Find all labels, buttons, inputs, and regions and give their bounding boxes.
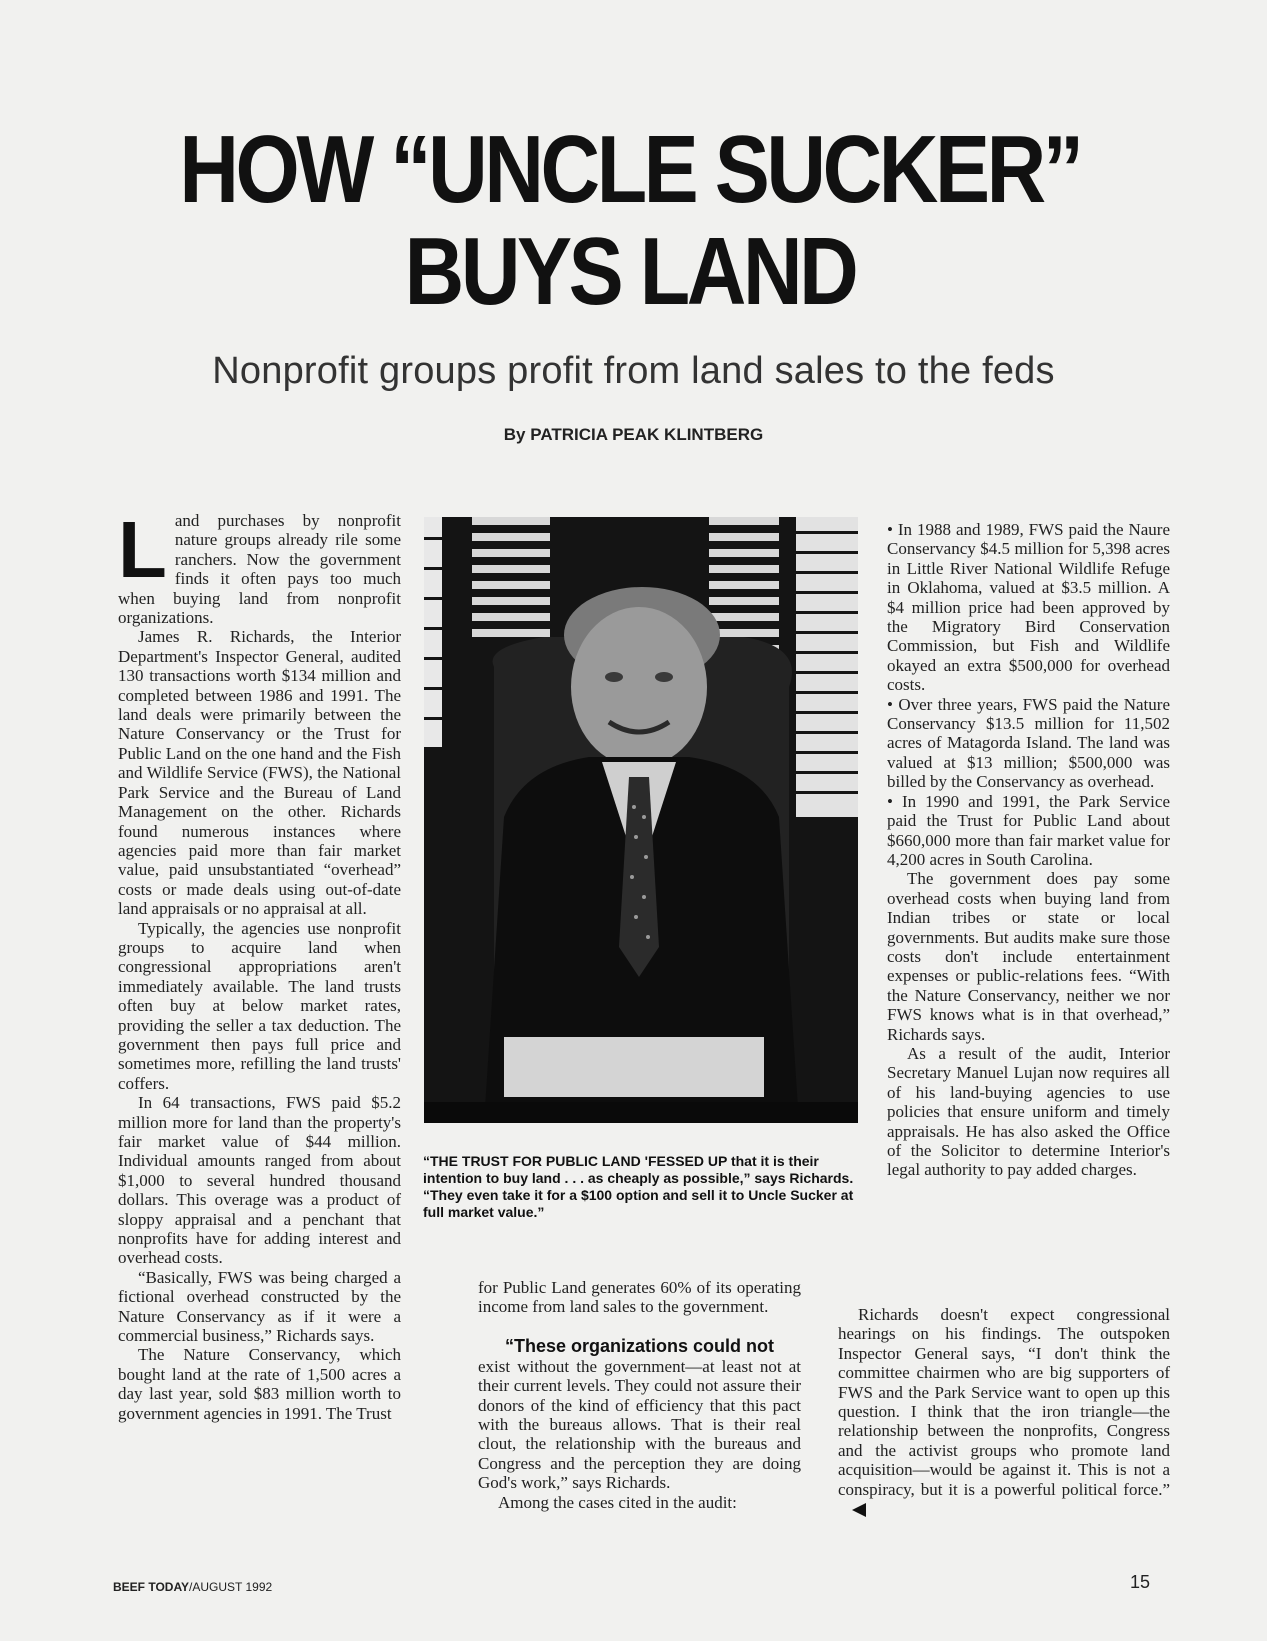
paragraph: for Public Land generates 60% of its operating income from land sales to the government.	[478, 1278, 801, 1317]
headline-line-2: BUYS LAND	[404, 218, 856, 325]
paragraph: James R. Richards, the Interior Department's Inspector General, audited 130 transactions worth $134 million and completed between 1986 and 1991. The land deals were primarily between the Nature Conservancy or the Trust for Public Land on the one hand and the Fish and Wildlife Service (FWS), the National Park Service and the Bureau of Land Management on the other. Richards found numerous instances where agencies paid more than fair market value, paid unsubstantiated “overhead” costs or made deals using out-of-date land appraisals or no appraisal at all.	[118, 627, 401, 919]
byline: By PATRICIA PEAK KLINTBERG	[503, 425, 764, 444]
magazine-name: BEEF TODAY	[113, 1580, 190, 1594]
column-3-lower	[838, 1305, 1170, 1518]
paragraph: exist without the government—at least not at their current levels. They could not assure their donors of the kind of efficiency that this pact with the bureaus allows. That is their real clout, the relationship with the bureaus and Congress and the perception they are doing God's work,” says Richards.	[478, 1356, 801, 1493]
portrait-photo	[424, 517, 858, 1123]
bullet-item: • Over three years, FWS paid the Nature Conservancy $13.5 million for 11,502 acres of Matagorda Island. The land was valued at $13 million; $500,000 was billed by the Conservancy as overhead.	[887, 694, 1170, 792]
paragraph	[838, 1305, 1170, 1518]
paragraph: “Basically, FWS was being charged a fictional overhead constructed by the Nature Conservancy as if it were a commercial business,” Richards says.	[118, 1267, 401, 1346]
headline-line-1: HOW “UNCLE SUCKER”	[179, 116, 1081, 223]
closing-text: Richards doesn't expect congressional hearings on his findings. The outspoken Inspector General says, “I don't think the committee chairmen who are big supporters of FWS and the Park Service want to open up this question. I think that the iron triangle—the relationship between the nonprofits, Congress and the activist groups who promote land acquisition—would be against it. This is not a conspiracy, but it is a powerful political force.”	[838, 1305, 1170, 1499]
drop-cap: L	[118, 505, 167, 594]
photo-caption	[423, 1153, 863, 1221]
caption-text: their intention to buy land . . . as cheaply as possible,” says Richards. “They even take it for a $100 option and sell it to Uncle Sucker at full market value.”	[423, 1153, 854, 1220]
paragraph: The Nature Conservancy, which bought land at the rate of 1,500 acres a day last year, sold $83 million worth to government agencies in 1991. The Trust	[118, 1345, 401, 1423]
column-2	[478, 1278, 801, 1512]
paragraph: Among the cases cited in the audit:	[498, 1492, 737, 1512]
paragraph: As a result of the audit, Interior Secretary Manuel Lujan now requires all of his land-buying agencies to use policies that ensure uniform and timely appraisals. He has also asked the Office of the Solicitor to determine Interior's legal authority to pay added charges.	[887, 1043, 1170, 1180]
bullet-item: • In 1988 and 1989, FWS paid the Naure Conservancy $4.5 million for 5,398 acres in Little River National Wildlife Refuge in Oklahoma, valued at $3.5 million. A $4 million price had been approved by the Migratory Bird Conservation Commission, but Fish and Wildlife okayed an extra $500,000 for overhead costs.	[887, 520, 1170, 695]
intro-paragraph	[118, 505, 401, 628]
issue-date: /AUGUST 1992	[189, 1580, 273, 1594]
paragraph: Typically, the agencies use nonprofit groups to acquire land when congressional appropriations aren't immediately available. The land trusts often buy at below market rates, providing the seller a tax deduction. The government then pays full price and sometimes more, refilling the land trusts' coffers.	[118, 918, 401, 1093]
portrait-illustration	[424, 517, 858, 1123]
footer-magazine	[113, 1580, 272, 1594]
paragraph: In 64 transactions, FWS paid $5.2 million more for land than the property's fair market value of $44 million. Individual amounts ranged from about $1,000 to several hundred thousand dollars. This overage was a product of sloppy appraisal and a penchant that nonprofits have for adding interest and overhead costs.	[118, 1093, 401, 1268]
deck-subtitle: Nonprofit groups profit from land sales to the feds	[212, 350, 1055, 392]
intro-text: and purchases by nonprofit nature groups already rile some ranchers. Now the government finds it often pays too much when buying land from nonprofit organizations.	[118, 511, 401, 628]
paragraph: The government does pay some overhead costs when buying land from Indian tribes or state or local governments. But audits make sure those costs don't include entertainment expenses or public-relations fees. “With the Nature Conservancy, neither we nor FWS knows what is in that overhead,” Richards says.	[887, 869, 1170, 1044]
end-mark-icon	[852, 1503, 866, 1517]
column-3	[887, 520, 1170, 1180]
pull-quote: “These organizations could not	[504, 1335, 774, 1356]
bullet-item: • In 1990 and 1991, the Park Service paid the Trust for Public Land about $660,000 more than fair market value for 4,200 acres in South Carolina.	[887, 791, 1170, 869]
column-1-upper	[118, 505, 401, 1423]
page-number: 15	[1130, 1572, 1151, 1592]
caption-lead: “THE TRUST FOR PUBLIC LAND 'FESSED UP that it is	[423, 1153, 785, 1169]
